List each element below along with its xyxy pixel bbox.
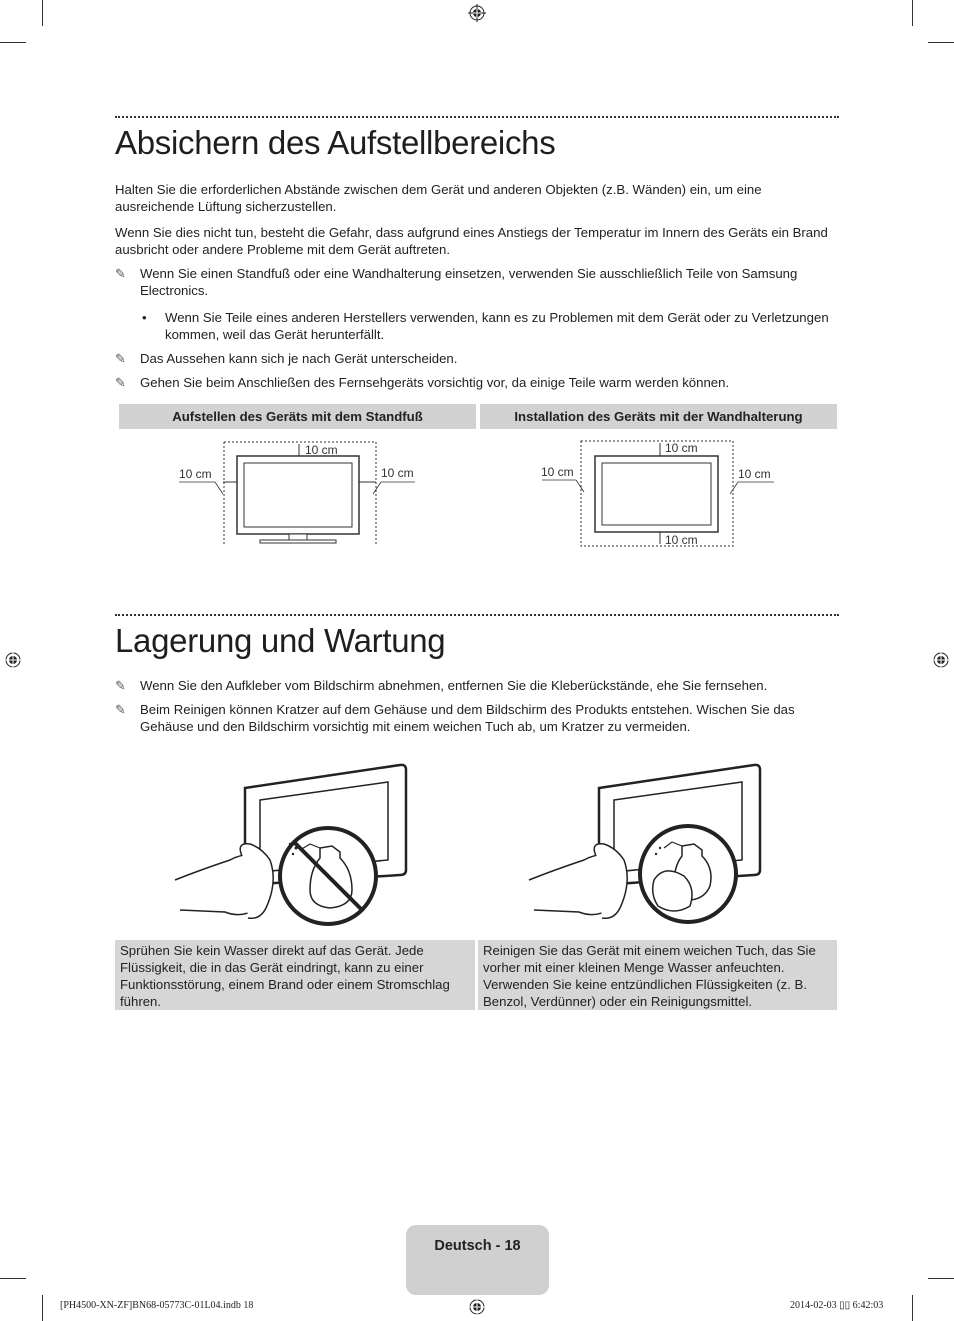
crop-mark [42, 1295, 43, 1321]
registration-mark-icon [468, 4, 486, 22]
caption-soft-cloth: Reinigen Sie das Gerät mit einem weichen Tuch, das Sie vorher mit einer kleinen Menge Wasser anfeuchten. Verwenden Sie keine entzündlichen Flüssigkeiten (z. B. Benzol, Verdünner) oder ein Reinigungsmittel. [478, 940, 837, 1010]
stand-clearance-diagram [119, 432, 476, 552]
note-warm-parts [115, 374, 839, 391]
registration-mark-icon [4, 651, 22, 669]
crop-mark [42, 0, 43, 26]
warning-paragraph: Wenn Sie dies nicht tun, besteht die Gefahr, dass aufgrund eines Anstiegs der Temperatur im Innern des Geräts ein Brand ausbricht oder andere Probleme mit dem Gerät auftreten. [115, 225, 828, 257]
wall-label-right: 10 cm [738, 467, 771, 481]
pencil-note-icon: ✎ [115, 266, 126, 281]
wall-label-top: 10 cm [665, 441, 698, 455]
note-cleaning [115, 701, 839, 735]
pencil-note-icon: ✎ [115, 678, 126, 693]
no-spray-illustration [170, 760, 420, 932]
section-title-lagerung: Lagerung und Wartung [115, 622, 446, 659]
section-divider [115, 116, 839, 118]
wall-label-left: 10 cm [541, 465, 574, 479]
pencil-note-icon: ✎ [115, 702, 126, 717]
table-header-wall: Installation des Geräts mit der Wandhalterung [480, 404, 837, 429]
wall-clearance-diagram [480, 432, 837, 552]
page-number: Deutsch - 18 [434, 1238, 521, 1254]
stand-label-right: 10 cm [381, 466, 414, 480]
registration-mark-icon [468, 1298, 486, 1316]
crop-mark [928, 42, 954, 43]
cloth-wipe-illustration [524, 760, 774, 932]
note-sticker [115, 677, 839, 694]
section-divider [115, 614, 839, 616]
pencil-note-icon: ✎ [115, 375, 126, 390]
note-text: Das Aussehen kann sich je nach Gerät unterscheiden. [140, 351, 458, 366]
crop-mark [0, 42, 26, 43]
bullet-other-manufacturer [140, 309, 840, 343]
note-text: Beim Reinigen können Kratzer auf dem Gehäuse und dem Bildschirm des Produkts entstehen. Wischen Sie das Gehäuse und den Bildschirm vorsichtig mit einem weichen Tuch ab, um Kratzer zu vermeiden. [140, 702, 795, 734]
bullet-dot: • [142, 310, 147, 325]
bullet-text: Wenn Sie Teile eines anderen Herstellers verwenden, kann es zu Problemen mit dem Gerät oder zu Verletzungen kommen, weil das Gerät herunterfällt. [165, 310, 829, 342]
intro-paragraph: Halten Sie die erforderlichen Abstände zwischen dem Gerät und anderen Objekten (z.B. Wänden) ein, um eine ausreichende Lüftung sicherzustellen. [115, 182, 762, 214]
note-appearance [115, 350, 839, 367]
wall-label-bottom: 10 cm [665, 533, 698, 547]
crop-mark [0, 1278, 26, 1279]
note-text: Gehen Sie beim Anschließen des Fernsehgeräts vorsichtig vor, da einige Teile warm werden können. [140, 375, 730, 390]
pencil-note-icon: ✎ [115, 351, 126, 366]
table-header-stand: Aufstellen des Geräts mit dem Standfuß [119, 404, 476, 429]
section-title-aufstellbereich: Absichern des Aufstellbereichs [115, 124, 556, 161]
stand-label-left: 10 cm [179, 467, 212, 481]
crop-mark [912, 1295, 913, 1321]
print-slug-right: 2014-02-03 ▯▯ 6:42:03 [790, 1300, 884, 1311]
stand-label-top: 10 cm [305, 443, 338, 457]
note-text: Wenn Sie einen Standfuß oder eine Wandhalterung einsetzen, verwenden Sie ausschließlich Teile von Samsung Electronics. [140, 266, 798, 298]
registration-mark-icon [932, 651, 950, 669]
print-slug-left: [PH4500-XN-ZF]BN68-05773C-01L04.indb 18 [60, 1300, 254, 1311]
note-text: Wenn Sie den Aufkleber vom Bildschirm abnehmen, entfernen Sie die Kleberückstände, ehe Sie fernsehen. [140, 678, 768, 693]
note-samsung-parts [115, 265, 839, 299]
caption-no-spray: Sprühen Sie kein Wasser direkt auf das Gerät. Jede Flüssigkeit, die in das Gerät eindringt, kann zu einer Funktionsstörung, einem Brand oder einem Stromschlag führen. [115, 940, 475, 1010]
crop-mark [912, 0, 913, 26]
page-number-tab [406, 1225, 549, 1295]
crop-mark [928, 1278, 954, 1279]
